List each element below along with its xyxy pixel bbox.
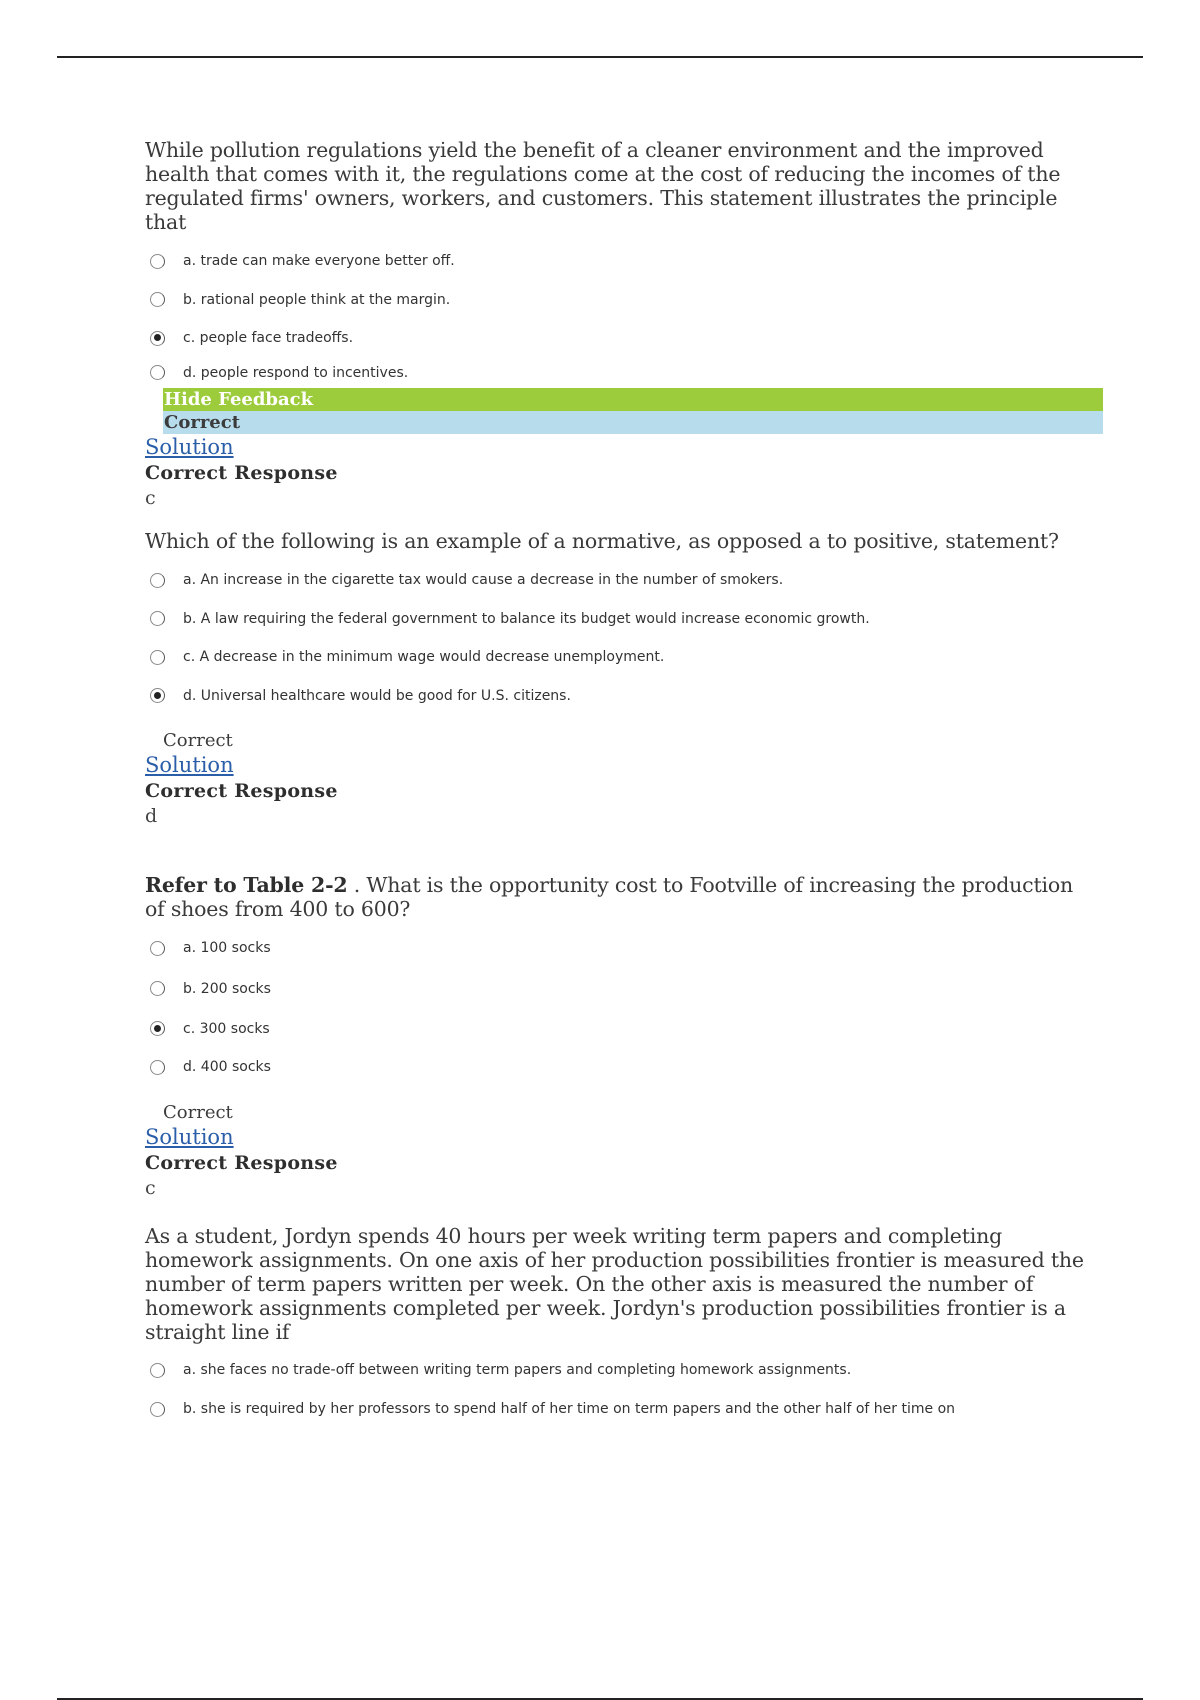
option-d[interactable] — [145, 1048, 1080, 1087]
option-c[interactable] — [145, 638, 1080, 677]
answer-options — [145, 1350, 1090, 1429]
option-label: a. An increase in the cigarette tax would cause a decrease in the number of smokers. — [183, 572, 784, 589]
option-label: d. Universal healthcare would be good for U.S. citizens. — [183, 687, 571, 704]
correct-response-label: Correct Response — [145, 1151, 338, 1174]
question-1 — [145, 138, 1080, 510]
solution-link[interactable]: Solution — [145, 753, 234, 777]
option-label: c. 300 socks — [183, 1020, 270, 1037]
radio-button-selected[interactable] — [150, 331, 165, 346]
radio-button[interactable] — [150, 941, 165, 956]
table-reference: Refer to Table 2-2 — [145, 873, 348, 897]
correct-response-label: Correct Response — [145, 780, 338, 802]
option-label: b. rational people think at the margin. — [183, 291, 451, 308]
option-b[interactable] — [145, 968, 1080, 1010]
option-label: c. people face tradeoffs. — [183, 330, 354, 347]
option-a[interactable] — [145, 1350, 1090, 1390]
radio-button[interactable] — [150, 1363, 165, 1378]
radio-button[interactable] — [150, 1402, 165, 1417]
solution-link[interactable]: Solution — [145, 434, 234, 459]
hide-feedback-button[interactable]: Hide Feedback — [163, 388, 1103, 411]
question-stem: As a student, Jordyn spends 40 hours per week writing term papers and completing homework assignments. On one axis of her production possibilities frontier is measured the number of term papers written per week. On the other axis is measured the number of homework assignments completed per week. Jordyn's production possibilities frontier is a straight line if — [145, 1224, 1084, 1344]
question-4 — [145, 1224, 1090, 1429]
radio-button[interactable] — [150, 573, 165, 588]
option-c[interactable] — [145, 1010, 1080, 1049]
answer-options — [145, 561, 1080, 715]
answer-options — [145, 929, 1080, 1087]
feedback-correct: Correct — [163, 730, 233, 751]
feedback-correct: Correct — [163, 411, 1103, 434]
question-stem: Which of the following is an example of a normative, as opposed a to positive, statement? — [145, 529, 1059, 553]
radio-button[interactable] — [150, 650, 165, 665]
option-a[interactable] — [145, 929, 1080, 968]
radio-button-selected[interactable] — [150, 1021, 165, 1036]
option-d[interactable] — [145, 677, 1080, 716]
radio-button[interactable] — [150, 1060, 165, 1075]
question-stem — [145, 873, 1080, 921]
question-3 — [145, 873, 1080, 1200]
question-2 — [145, 529, 1080, 828]
correct-response-value: c — [145, 1176, 156, 1199]
question-stem-text: . What is the opportunity cost to Footville of increasing the production of shoes from 400 to 600? — [145, 873, 1074, 921]
feedback-correct: Correct — [163, 1101, 233, 1123]
radio-button[interactable] — [150, 365, 165, 380]
option-label: d. people respond to incentives. — [183, 364, 409, 381]
option-a[interactable] — [145, 242, 1080, 281]
option-label: b. A law requiring the federal government to balance its budget would increase economic growth. — [183, 610, 870, 627]
option-a[interactable] — [145, 561, 1080, 600]
correct-response-value: c — [145, 486, 156, 509]
top-rule — [57, 56, 1143, 58]
option-c[interactable] — [145, 319, 1080, 358]
option-label: d. 400 socks — [183, 1059, 271, 1076]
option-b[interactable] — [145, 1390, 1090, 1429]
option-label: a. she faces no trade-off between writing term papers and completing homework assignments. — [183, 1362, 852, 1378]
option-label: b. 200 socks — [183, 980, 271, 997]
correct-response-value: d — [145, 805, 158, 827]
correct-response-label: Correct Response — [145, 461, 338, 484]
radio-button-selected[interactable] — [150, 688, 165, 703]
option-label: c. A decrease in the minimum wage would decrease unemployment. — [183, 649, 665, 666]
option-b[interactable] — [145, 600, 1080, 639]
answer-options — [145, 242, 1080, 388]
option-label: a. 100 socks — [183, 940, 271, 957]
radio-button[interactable] — [150, 292, 165, 307]
option-d[interactable] — [145, 358, 1080, 388]
radio-button[interactable] — [150, 254, 165, 269]
option-b[interactable] — [145, 281, 1080, 320]
question-stem: While pollution regulations yield the benefit of a cleaner environment and the improved health that comes with it, the regulations come at the cost of reducing the incomes of the regulated firms' owners, workers, and customers. This statement illustrates the principle that — [145, 138, 1061, 234]
solution-link[interactable]: Solution — [145, 1124, 234, 1149]
option-label: b. she is required by her professors to spend half of her time on term papers and the other half of her time on — [183, 1401, 956, 1418]
radio-button[interactable] — [150, 981, 165, 996]
radio-button[interactable] — [150, 611, 165, 626]
option-label: a. trade can make everyone better off. — [183, 253, 455, 270]
